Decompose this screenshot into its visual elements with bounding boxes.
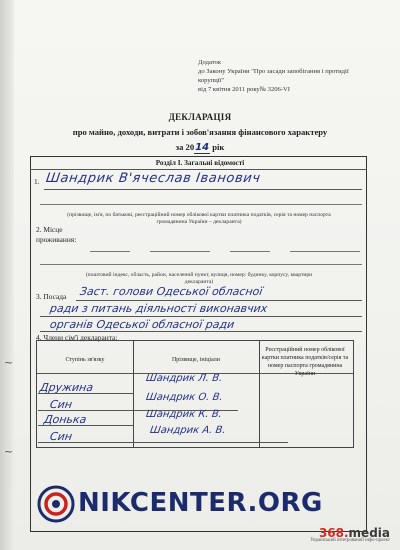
item2-caption [36, 272, 362, 286]
item2-label-line-1: 2. Місце [36, 225, 63, 234]
family-row-4-relation: Син [49, 430, 73, 443]
family-row-1-name: Шандрик Л. В. [145, 373, 224, 384]
brand-368media [310, 526, 390, 543]
item2-label [36, 225, 76, 245]
item1-number: 1. [34, 177, 40, 186]
watermark-text: NIKCENTER.ORG [78, 488, 323, 518]
item1-caption-line-1: (прізвище, ім'я, по батькові, реєстраційний номер облікової картки платника податків, серія та номер паспорта [67, 212, 331, 218]
item3-handwritten-line-2: ради з питань діяльності виконавчих [49, 302, 269, 315]
brand-tagline: Український інтегрований інфо-проект [310, 538, 390, 543]
annex-line-4: від 7 квітня 2011 року№ 3206-VI [198, 86, 291, 93]
annex-line-3: корупції" [198, 77, 225, 84]
family-row-3-name: Шандрик К. В. [145, 409, 223, 420]
family-row-3-underline [38, 425, 134, 426]
item1-caption [36, 212, 362, 226]
nikcenter-logo-icon [36, 484, 76, 524]
family-row-4-underline [38, 442, 288, 443]
item3-handwritten-line-3: органів Одеської обласної ради [49, 318, 236, 331]
margin-tick-mark: ~ [4, 356, 14, 369]
address-line-1 [90, 251, 130, 252]
item1-caption-line-2: громадянина України – декларанта) [156, 219, 242, 225]
family-row-3-relation: Донька [43, 413, 88, 426]
family-row-1-underline [38, 393, 134, 394]
nikcenter-watermark [40, 484, 360, 526]
address-line-2 [150, 251, 210, 252]
year-prefix: за 20 [175, 142, 195, 152]
annex-line-1: Додаток [198, 59, 222, 66]
address-line-4 [290, 251, 360, 252]
annex-note [198, 58, 349, 94]
item2-caption-line-2: декларанта) [184, 279, 214, 285]
item1-underline [44, 189, 362, 190]
declaration-title: ДЕКЛАРАЦІЯ [168, 112, 232, 122]
year-suffix: рік [212, 142, 225, 152]
family-row-4-name: Шандрик А. В. [149, 425, 227, 436]
brand-name-b: media [348, 526, 390, 540]
item2-label-line-2: проживання: [36, 235, 77, 244]
address-line-5 [40, 264, 362, 265]
margin-tick-mark: ~ [4, 445, 14, 458]
family-row-2-name: Шандрик О. В. [145, 392, 224, 403]
annex-line-2: до Закону України "Про засади запобігання і протидії [198, 68, 349, 75]
declaration-subtitle: про майно, доходи, витрати і зобов'язання фінансового характеру [72, 127, 328, 137]
table-header-tax-id: Реєстраційний номер облікової картки платника податків/серія та номер паспорта громадянина України [261, 347, 349, 377]
item1-blank-line [40, 204, 362, 205]
item4-label: 4. Члени сім'ї декларанта: [36, 333, 118, 342]
table-header-relation: Ступінь зв'язку [65, 357, 105, 363]
item3-underline-1 [76, 300, 362, 301]
year-handwritten: 14 [195, 142, 210, 153]
section-title-divider [30, 169, 367, 170]
scan-edge [0, 0, 14, 550]
brand-name-a: 368. [318, 526, 349, 540]
family-row-1-relation: Дружина [39, 381, 94, 394]
address-line-3 [230, 251, 270, 252]
item3-label: 3. Посада [36, 292, 67, 301]
declaration-year-line [0, 142, 400, 153]
item3-underline-3 [40, 331, 362, 332]
table-header-name: Прізвище, ініціали [171, 357, 221, 363]
item3-handwritten-line-1: Заст. голови Одеської обласної [79, 285, 264, 298]
section-title: Розділ І. Загальні відомості [155, 159, 245, 167]
item3-underline-2 [40, 316, 362, 317]
family-row-2-relation: Син [49, 398, 73, 411]
item1-handwritten-name: Шандрик В'ячеслав Іванович [44, 171, 262, 186]
item2-caption-line-1: (поштовий індекс, область, район, населений пункт, вулиця, номер: будинку, корпусу, квартири [85, 272, 313, 278]
